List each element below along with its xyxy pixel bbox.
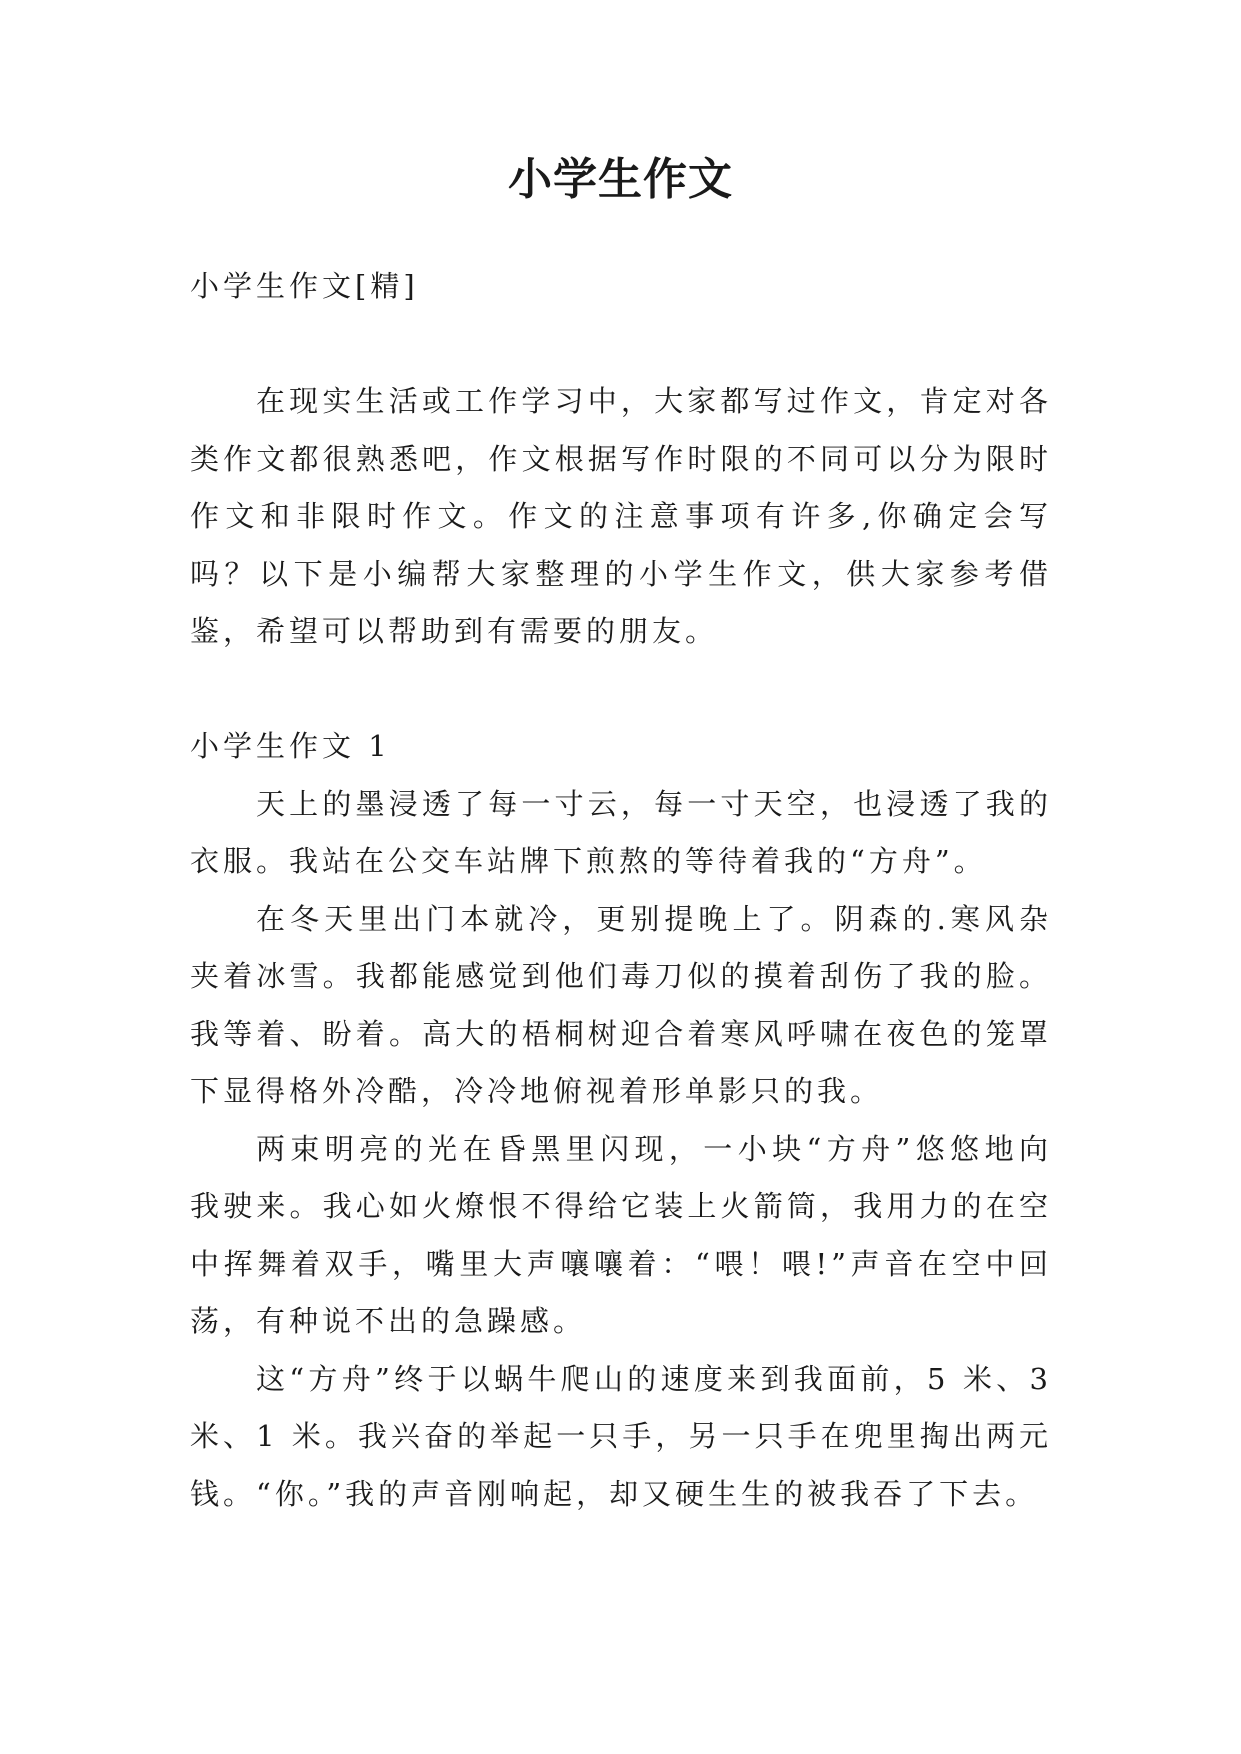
document-body (190, 258, 1052, 1523)
intro-paragraph: 在现实生活或工作学习中，大家都写过作文，肯定对各类作文都很熟悉吧，作文根据写作时限的不同可以分为限时作文和非限时作文。作文的注意事项有许多,你确定会写吗？以下是小编帮大家整理的小学生作文，供大家参考借鉴，希望可以帮助到有需要的朋友。 (190, 384, 1052, 648)
document-subtitle: 小学生作文[精] (190, 269, 419, 303)
section-heading: 小学生作文 1 (190, 729, 391, 763)
body-paragraph-3: 两束明亮的光在昏黑里闪现，一小块“方舟”悠悠地向我驶来。我心如火燎恨不得给它装上火箭筒，我用力的在空中挥舞着双手，嘴里大声嚷嚷着：“喂！喂!”声音在空中回荡，有种说不出的急躁感。 (190, 1131, 1052, 1338)
body-paragraph-2: 在冬天里出门本就冷，更别提晚上了。阴森的.寒风杂夹着冰雪。我都能感觉到他们毒刀似的摸着刮伤了我的脸。我等着、盼着。高大的梧桐树迎合着寒风呼啸在夜色的笼罩下显得格外冷酷，冷冷地俯视着形单影只的我。 (190, 901, 1052, 1108)
body-paragraph-1: 天上的墨浸透了每一寸云，每一寸天空，也浸透了我的衣服。我站在公交车站牌下煎熬的等待着我的“方舟”。 (190, 786, 1052, 878)
body-paragraph-4: 这“方舟”终于以蜗牛爬山的速度来到我面前，5 米、3 米、1 米。我兴奋的举起一只手，另一只手在兜里掏出两元钱。“你。”我的声音刚响起，却又硬生生的被我吞了下去。 (190, 1361, 1052, 1511)
document-title: 小学生作文 (508, 154, 733, 205)
